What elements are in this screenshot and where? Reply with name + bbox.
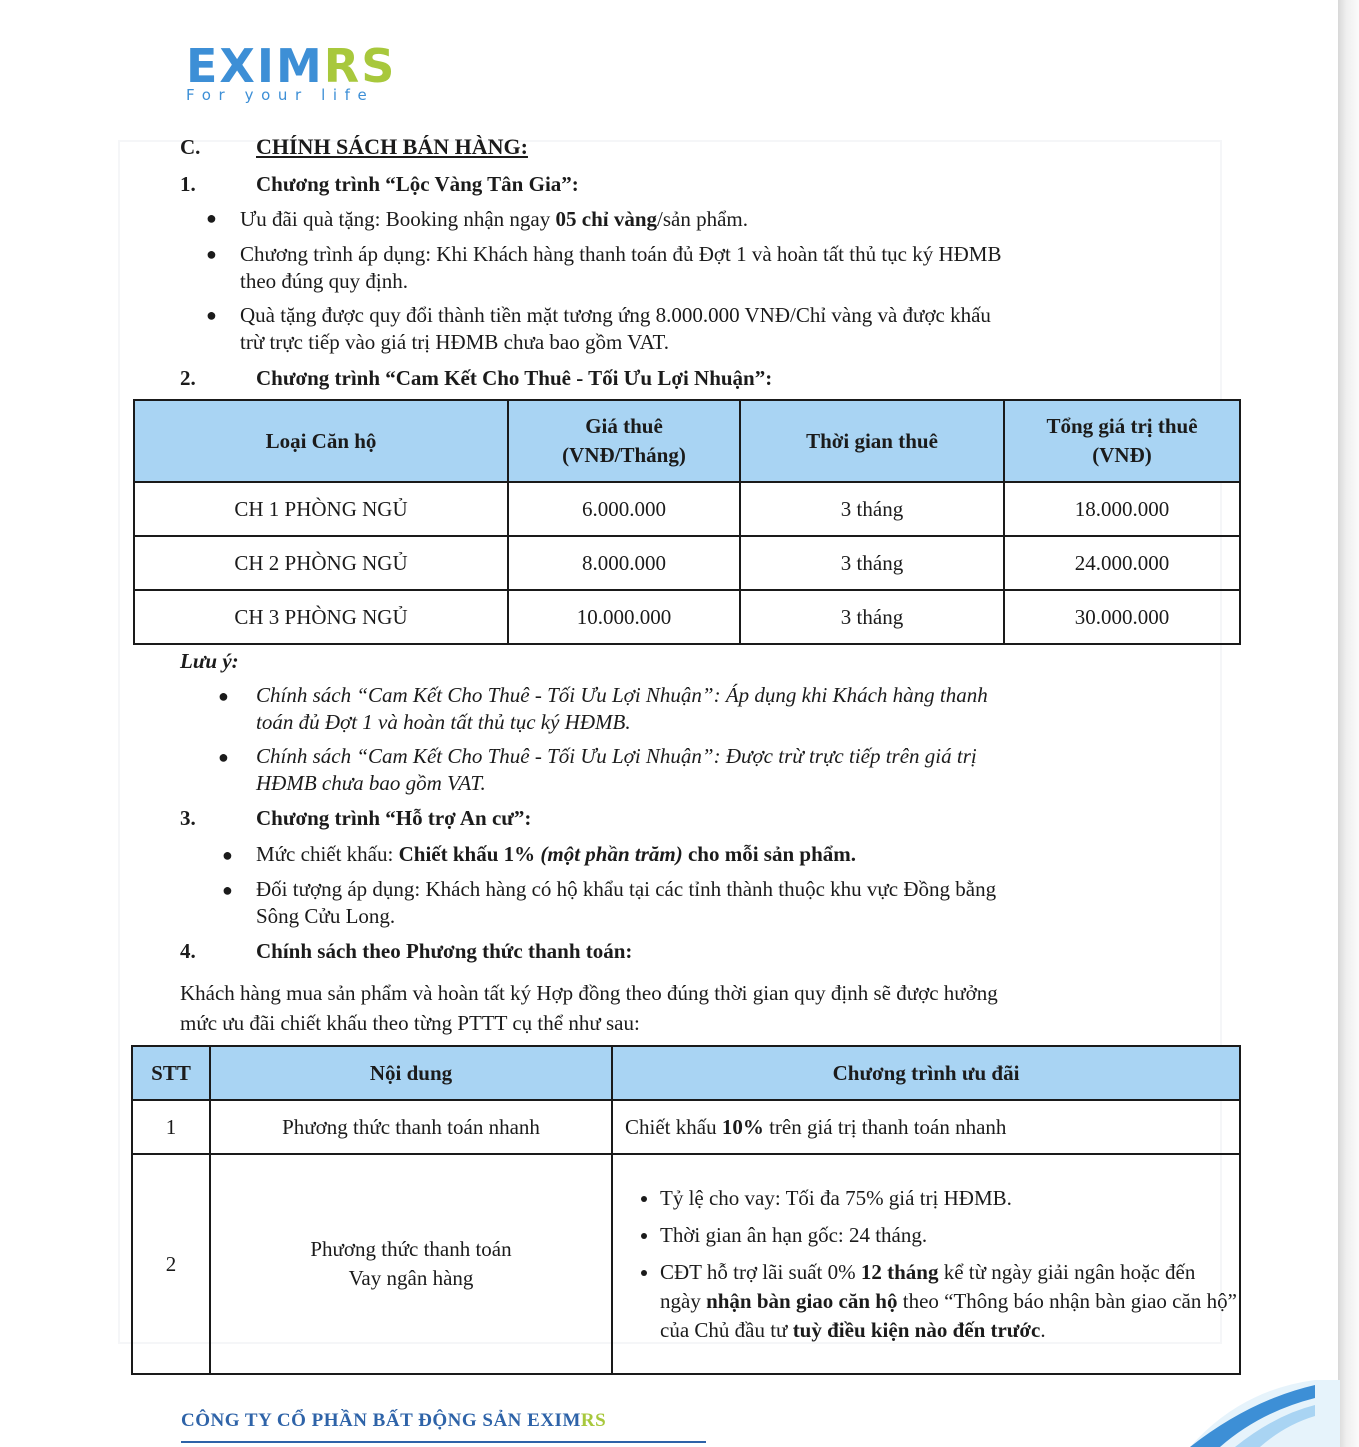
bullet-icon: ● (218, 686, 229, 706)
list-item: • CĐT hỗ trợ lãi suất 0% 12 tháng kể từ ngày giải ngân hoặc đến ngày nhận bàn giao căn hộ theo “Thông báo nhận bàn giao căn hộ” của Chủ đầu tư tuỳ điều kiện nào đến trước. (660, 1258, 1238, 1345)
table-row (134, 590, 1240, 644)
col-content: Nội dung (210, 1046, 612, 1100)
company-logo (186, 40, 396, 104)
bullet-icon: ● (206, 208, 217, 228)
logo-brand-rs: RS (323, 39, 397, 93)
cell-total: 30.000.000 (1004, 590, 1240, 644)
p3-number: 3. (180, 806, 196, 830)
bullet-icon: ● (222, 845, 233, 865)
cell-program (612, 1154, 1240, 1374)
p1-title: Chương trình “Lộc Vàng Tân Gia”: (256, 172, 579, 196)
cell-program: Chiết khấu 10% trên giá trị thanh toán nhanh (612, 1100, 1240, 1154)
cell-content: Phương thức thanh toán nhanh (210, 1100, 612, 1154)
p3-bullet-2: Đối tượng áp dụng: Khách hàng có hộ khẩu tại các tỉnh thành thuộc khu vực Đồng bằng Sông Cửu Long. (256, 877, 997, 928)
table-header-row (134, 400, 1240, 482)
table-row (132, 1154, 1240, 1374)
cell-type: CH 2 PHÒNG NGỦ (134, 536, 508, 590)
section-title: CHÍNH SÁCH BÁN HÀNG: (256, 134, 528, 159)
cell-period: 3 tháng (740, 590, 1004, 644)
bullet-icon: ● (206, 305, 217, 325)
note-1: Chính sách “Cam Kết Cho Thuê - Tối Ưu Lợi Nhuận”: Áp dụng khi Khách hàng thanh toán đủ Đợt 1 và hoàn tất thủ tục ký HĐMB. (256, 683, 988, 734)
col-total-value: Tổng giá trị thuê (VNĐ) (1004, 400, 1240, 482)
section-letter: C. (180, 135, 201, 159)
cell-total: 18.000.000 (1004, 482, 1240, 536)
cell-price: 8.000.000 (508, 536, 740, 590)
note-2: Chính sách “Cam Kết Cho Thuê - Tối Ưu Lợi Nhuận”: Được trừ trực tiếp trên giá trị HĐMB chưa bao gồm VAT. (256, 744, 977, 795)
p3-bullet-1: Mức chiết khấu: Chiết khấu 1% (một phần trăm) cho mỗi sản phẩm. (256, 842, 857, 866)
logo-brand-exim: EXIM (186, 39, 324, 93)
bullet-icon: ● (218, 747, 229, 767)
cell-total: 24.000.000 (1004, 536, 1240, 590)
bullet-icon: ● (222, 880, 233, 900)
col-apartment-type: Loại Căn hộ (134, 400, 508, 482)
table-row (134, 482, 1240, 536)
cell-type: CH 1 PHÒNG NGỦ (134, 482, 508, 536)
p2-number: 2. (180, 366, 196, 390)
cell-content: Phương thức thanh toán Vay ngân hàng (210, 1154, 612, 1374)
col-rent-period: Thời gian thuê (740, 400, 1004, 482)
note-label: Lưu ý: (180, 649, 239, 673)
cell-stt: 1 (132, 1100, 210, 1154)
list-item: • Tỷ lệ cho vay: Tối đa 75% giá trị HĐMB. (660, 1184, 1238, 1213)
p1-number: 1. (180, 172, 196, 196)
col-program: Chương trình ưu đãi (612, 1046, 1240, 1100)
cell-period: 3 tháng (740, 482, 1004, 536)
table-header-row (132, 1046, 1240, 1100)
cell-stt: 2 (132, 1154, 210, 1374)
payment-method-table (131, 1045, 1241, 1375)
footer-company: CÔNG TY CỔ PHẦN BẤT ĐỘNG SẢN EXIMRS (181, 1410, 607, 1431)
p1-bullet-2: Chương trình áp dụng: Khi Khách hàng thanh toán đủ Đợt 1 và hoàn tất thủ tục ký HĐMB theo đúng quy định. (240, 242, 1002, 293)
list-item: • Thời gian ân hạn gốc: 24 tháng. (660, 1221, 1238, 1250)
footer-divider (181, 1441, 706, 1443)
rental-table (133, 399, 1241, 645)
table-row (132, 1100, 1240, 1154)
wave-decoration (1180, 1380, 1340, 1447)
cell-period: 3 tháng (740, 536, 1004, 590)
cell-type: CH 3 PHÒNG NGỦ (134, 590, 508, 644)
bullet-icon: ● (206, 244, 217, 264)
p3-title: Chương trình “Hỗ trợ An cư”: (256, 806, 532, 830)
p4-title: Chính sách theo Phương thức thanh toán: (256, 939, 633, 963)
p1-bullet-3: Quà tặng được quy đổi thành tiền mặt tương ứng 8.000.000 VNĐ/Chỉ vàng và được khấu trừ trực tiếp vào giá trị HĐMB chưa bao gồm VAT. (240, 303, 991, 354)
table-row (134, 536, 1240, 590)
p4-number: 4. (180, 939, 196, 963)
cell-price: 6.000.000 (508, 482, 740, 536)
cell-price: 10.000.000 (508, 590, 740, 644)
p1-bullet-1: Ưu đãi quà tặng: Booking nhận ngay 05 chỉ vàng/sản phẩm. (240, 207, 748, 231)
p2-title: Chương trình “Cam Kết Cho Thuê - Tối Ưu Lợi Nhuận”: (256, 366, 773, 390)
page-edge (1338, 0, 1359, 1447)
col-rent-price: Giá thuê (VNĐ/Tháng) (508, 400, 740, 482)
col-stt: STT (132, 1046, 210, 1100)
p4-intro: Khách hàng mua sản phẩm và hoàn tất ký Hợp đồng theo đúng thời gian quy định sẽ được hưởng mức ưu đãi chiết khấu theo từng PTTT cụ thể như sau: (180, 981, 998, 1035)
logo-tagline: For your life (186, 86, 375, 104)
